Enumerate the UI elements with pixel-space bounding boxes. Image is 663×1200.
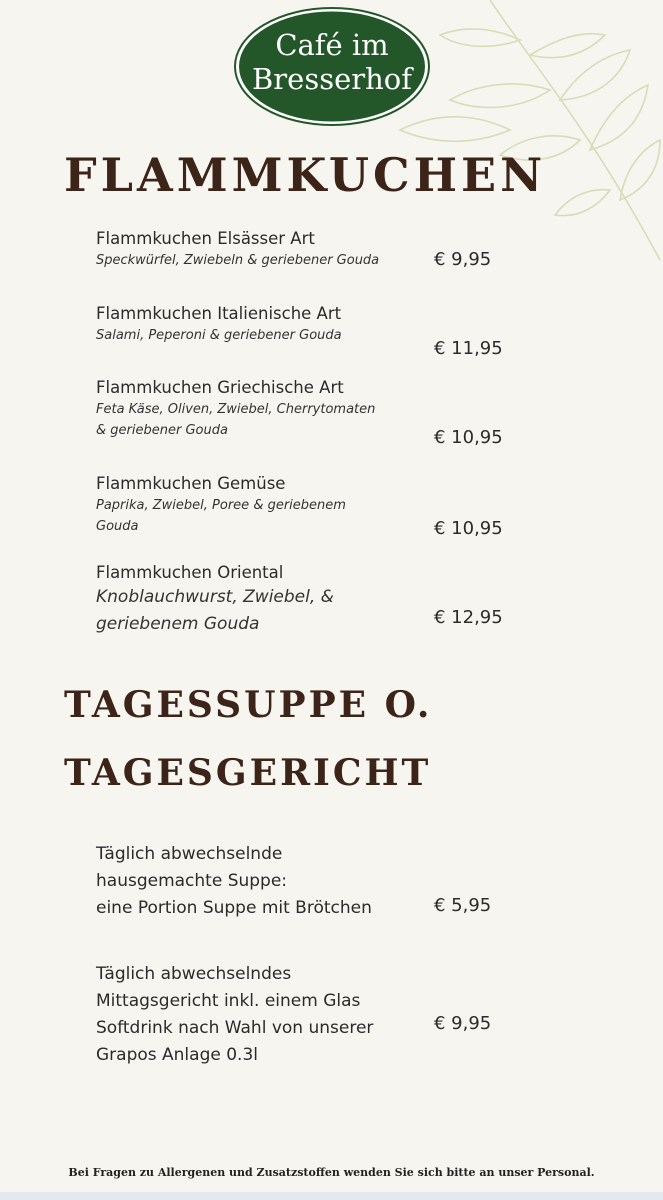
- logo-line-2: Bresserhof: [252, 62, 412, 96]
- item-price: € 11,95: [434, 338, 503, 359]
- daily-item-line: Täglich abwechselnde: [96, 844, 283, 864]
- cafe-logo: [233, 6, 431, 127]
- item-price: € 10,95: [434, 427, 503, 448]
- item-description: Knoblauchwurst, Zwiebel, &: [96, 587, 334, 607]
- daily-item-line: Mittagsgericht inkl. einem Glas: [96, 991, 361, 1011]
- daily-item-line: Grapos Anlage 0.3l: [96, 1045, 258, 1065]
- section-title-flammkuchen: FLAMMKUCHEN: [64, 148, 547, 202]
- item-description: Paprika, Zwiebel, Poree & geriebenem: [96, 498, 346, 513]
- menu-item: [96, 303, 406, 346]
- section-title-tagessuppe: TAGESSUPPE O.: [64, 684, 433, 726]
- item-description: & geriebener Gouda: [96, 423, 228, 438]
- menu-item: [96, 377, 406, 441]
- item-description: Speckwürfel, Zwiebeln & geriebener Gouda: [96, 253, 380, 268]
- item-price: € 9,95: [434, 249, 492, 270]
- item-price: € 12,95: [434, 607, 503, 628]
- logo-line-1: Café im: [275, 28, 389, 62]
- item-name: Flammkuchen Elsässer Art: [96, 229, 315, 248]
- item-name: Flammkuchen Griechische Art: [96, 378, 344, 397]
- item-name: Flammkuchen Gemüse: [96, 474, 286, 493]
- allergen-notice: Bei Fragen zu Allergenen und Zusatzstoffen wenden Sie sich bitte an unser Personal.: [68, 1166, 595, 1179]
- daily-item-line: eine Portion Suppe mit Brötchen: [96, 898, 372, 918]
- daily-item-line: hausgemachte Suppe:: [96, 871, 288, 891]
- item-description: Salami, Peperoni & geriebener Gouda: [96, 328, 342, 343]
- daily-item-line: Softdrink nach Wahl von unserer: [96, 1018, 374, 1038]
- menu-item: [96, 562, 406, 638]
- daily-item-soup: [96, 841, 416, 922]
- item-name: Flammkuchen Italienische Art: [96, 304, 342, 323]
- item-description: Feta Käse, Oliven, Zwiebel, Cherrytomaten: [96, 402, 376, 417]
- daily-item-lunch: [96, 961, 416, 1069]
- daily-item-price: € 9,95: [434, 1013, 492, 1034]
- item-description: Gouda: [96, 519, 139, 534]
- bottom-bar: [0, 1192, 663, 1200]
- section-title-tagesgericht: TAGESGERICHT: [64, 752, 432, 794]
- daily-item-line: Täglich abwechselndes: [96, 964, 292, 984]
- item-description: geriebenem Gouda: [96, 614, 260, 634]
- menu-item: [96, 473, 406, 537]
- item-name: Flammkuchen Oriental: [96, 563, 284, 582]
- menu-item: [96, 228, 406, 271]
- item-price: € 10,95: [434, 518, 503, 539]
- daily-item-price: € 5,95: [434, 895, 492, 916]
